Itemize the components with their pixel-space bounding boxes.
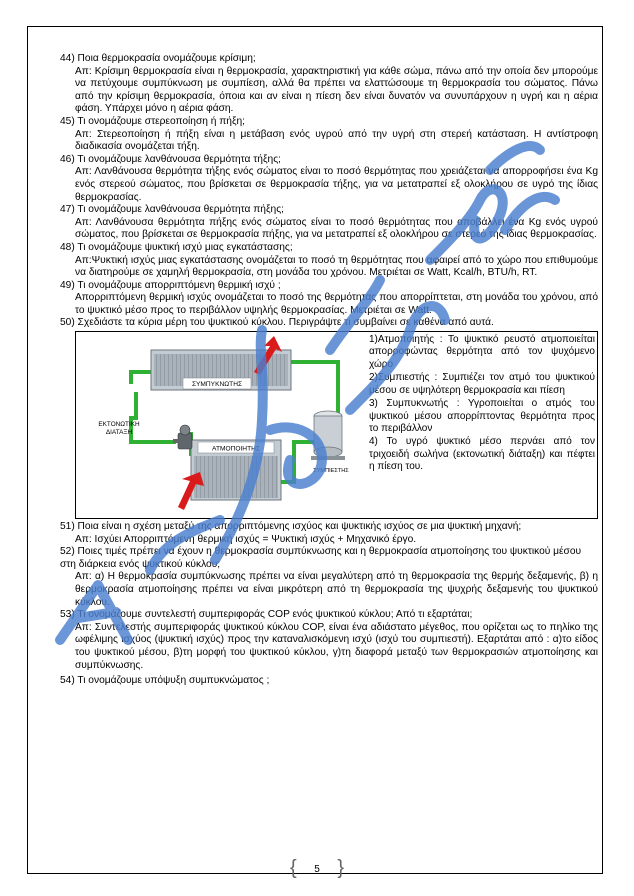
page-content — [60, 53, 598, 688]
legend-evaporator: 1)Ατμοποιητής : Το ψυκτικό ρευστό ατμοποιείται απορροφώντας θερμότητα από τον ψυχόμενο χώρο — [369, 334, 595, 370]
answer-48: Απ:Ψυκτική ισχύς μιας εγκατάστασης ονομάζεται το ποσό τη θερμότητας που αφαιρεί από το χώρο που επιθυμούμε να διατηρούμε σε χαμηλή θερμοκρασία, στη μονάδα του χρόνου. Μετριέται σε Watt, Kcal/h, BTU/h, RT. — [75, 254, 598, 279]
question-44: 44) Ποια θερμοκρασία ονομάζουμε κρίσιμη; — [60, 53, 256, 64]
question-54: 54) Τι ονομάζουμε υπόψυξη συμπυκνώματος ; — [60, 675, 270, 687]
answer-51: Απ: Ισχύει Απορριπτόμενη θερμική ισχύς = Ψυκτική ισχύς + Μηχανικό έργο. — [75, 533, 417, 545]
answer-53: Απ: Συντελεστής συμπεριφοράς ψυκτικού κύκλου COP, είναι ένα αδιάστατο μέγεθος, που ορίζεται ως το πηλίκο της ωφέλιμης ισχύος (ψυκτική ισχύς) προς την καταναλισκόμενη ισχύ (ισχύ του συμπιεστή). Εξαρτάται από : α)το είδος του ψυκτικού μέσου, β)τη μορφή του ψυκτικού κύκλου, γ)τη διαφορά μεταξύ των θερμοκρασιών ατμοποίησης και συμπύκνωσης. — [75, 621, 598, 671]
label-expansion-2: ΔΙΑΤΑΞΗ — [105, 429, 133, 437]
pipe-liquid-line — [131, 392, 176, 442]
refrigeration-cycle-figure — [75, 331, 598, 519]
legend-compressor: 2)Συμπιεστής : Συμπιέζει τον ατμό του ψυκτικού μέσου σε υψηλότερη θερμοκρασία και πίεση — [369, 372, 595, 396]
answer-44: Απ: Κρίσιμη θερμοκρασία είναι η θερμοκρασία, χαρακτηριστική για κάθε σώμα, πάνω από την οποία δεν μπορούμε να πετύχουμε συμπύκνωση με συμπίεση, αλλά θα πρέπει να ελαττώσουμε τη θερμοκρασία του σώματος. Πάνω από την κρίσιμη θερμοκρασία, όποια και αν είναι η πίεση δεν είναι δυνατόν να συνυπάρχουν η υγρή και η αέρια φάση. Υπάρχει μόνο η αέρια φάση. — [75, 65, 598, 115]
qa-block-2 — [60, 521, 598, 688]
question-46: 46) Τι ονομάζουμε λανθάνουσα θερμότητα τήξης; — [60, 153, 281, 165]
question-47: 47) Τι ονομάζουμε λανθάνουσα θερμότητα πήξης; — [60, 204, 284, 216]
answer-45: Απ: Στερεοποίηση ή πήξη είναι η μετάβαση ενός υγρού από την υγρή στη στερεή κατάσταση. Η αντίστροφη διαδικασία ονομάζεται τήξη. — [75, 128, 598, 153]
question-53: 53) Τι ονομάζουμε συντελεστή συμπεριφοράς COP ενός ψυκτικού κύκλου; Από τι εξαρτάται; — [60, 609, 473, 621]
question-52: 52) Ποιες τιμές πρέπει να έχουν η θερμοκρασία συμπύκνωσης και η θερμοκρασία ατμοποίησης του ψυκτικού μέσου στη διάρκεια ενός ψυκτικού κύκλου; — [60, 546, 582, 570]
answer-46: Απ: Λανθάνουσα θερμότητα τήξης ενός σώματος είναι το ποσό θερμότητας που χρειάζεται να απορροφήσει ένα Kg ενός στερεού σώματος, που βρίσκεται σε θερμοκρασία τήξης, για να μετατραπεί εξ ολοκλήρου σε υγρό της ίδιας θερμοκρασίας. — [75, 166, 598, 203]
label-compressor: ΣΥΜΠΙΕΣΤΗΣ — [313, 468, 349, 475]
question-50: 50) Σχεδιάστε τα κύρια μέρη του ψυκτικού κύκλου. Περιγράψτε τι συμβαίνει σε καθένα από αυτά. — [60, 317, 494, 329]
left-brace: { — [290, 857, 297, 879]
question-51: 51) Ποια είναι η σχέση μεταξύ της απορριπτόμενης ισχύος και ψυκτικής ισχύος σε μια ψυκτική μηχανή; — [60, 521, 522, 533]
label-expansion-1: ΕΚΤΟΝΩΤΙΚΗ — [98, 421, 140, 429]
question-48: 48) Τι ονομάζουμε ψυκτική ισχύ μιας εγκατάστασης; — [60, 241, 293, 253]
question-45: 45) Τι ονομάζουμε στερεοποίηση ή πήξη; — [60, 115, 246, 127]
refrigeration-cycle-diagram — [76, 332, 366, 518]
expansion-valve — [173, 425, 192, 449]
answer-49: Απορριπτόμενη θερμική ισχύς ονομάζεται το ποσό της θερμότητας που απορρίπτεται, στη μονάδα του χρόνου, από το ψυκτικό μέσο προς το περιβάλλον υψηλής θερμοκρασίας. Μετριέται σε Watt. — [75, 292, 598, 316]
label-condenser: ΣΥΜΠΥΚΝΩΤΗΣ — [191, 381, 243, 389]
page-number: 5 — [314, 864, 320, 875]
question-49: 49) Τι ονομάζουμε απορριπτόμενη θερμική ισχύ ; — [60, 279, 281, 291]
right-brace: } — [337, 857, 344, 879]
pipe-suction — [276, 442, 316, 482]
legend-expansion: 4) Το υγρό ψυκτικό μέσο περνάει από τον τριχοειδή σωλήνα (εκτονωτική διάταξη) και πέφτει η πίεση του. — [369, 436, 595, 473]
legend-condenser: 3) Συμπυκνωτής : Υγροποιείται ο ατμός του ψυκτικού μέσου απορρίπτοντας θερμότητα προς το περιβάλλον — [369, 398, 595, 434]
page-number-box — [290, 858, 344, 880]
compressor-unit — [311, 411, 345, 460]
label-evaporator: ΑΤΜΟΠΟΙΗΤΗΣ — [212, 445, 260, 453]
qa-block-1 — [60, 53, 598, 317]
answer-47: Απ: Λανθάνουσα θερμότητα πήξης ενός σώματος είναι το ποσό θερμότητας που αποβάλλει ένα Kg ενός υγρού σώματος, που βρίσκεται σε θερμοκρασία πήξης, για να μετατραπεί εξ ολοκλήρου σε στερεό της ίδιας θερμοκρασίας. — [75, 216, 598, 241]
cycle-legend — [369, 334, 595, 474]
answer-52: Απ: α) Η θερμοκρασία συμπύκνωσης πρέπει να είναι μεγαλύτερη από τη θερμοκρασία της θερμής δεξαμενής, β) η θερμοκρασία ατμοποίησης πρέπει να είναι μικρότερη από τη θερμοκρασία της ψυχρής δεξαμενής του ψυκτικού κύκλου. — [75, 571, 598, 608]
